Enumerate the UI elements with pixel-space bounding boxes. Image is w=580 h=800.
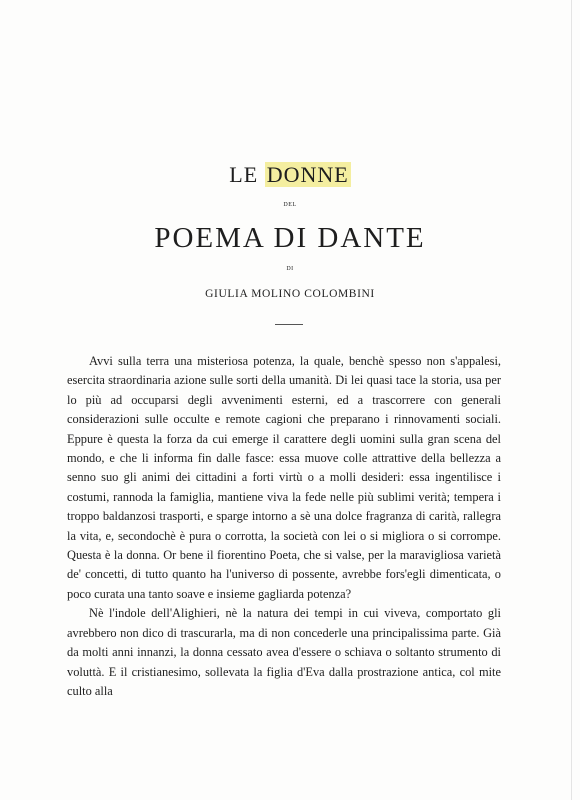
body-text: [67, 352, 501, 701]
author-name: GIULIA MOLINO COLOMBINI: [205, 288, 375, 300]
title-connector: DEL: [283, 202, 297, 208]
paragraph: Nè l'indole dell'Alighieri, nè la natura dei tempi in cui viveva, comportato gli avrebbero non dico di trascurarla, ma di non concederle una principalissima parte. Già da molti anni innanzi, la donna cessato avea d'essere o schiava o soltanto strumento di voluttà. E il cristianesimo, sollevata la figlia d'Eva dalla prostrazione antica, col mite culto alla: [67, 606, 501, 698]
paragraph: Avvi sulla terra una misteriosa potenza, la quale, benchè spesso non s'appalesi, esercita straordinaria azione sulle sorti della umanità. Di lei quasi tace la storia, usa per lo più ad occuparsi degli avvenimenti esterni, ed a trascorrere con generali considerazioni sulle occulte e remote cagioni che preparano i rinnovamenti sociali. Eppure è questa la forza da cui emerge il carattere degli uomini sulla gran scena del mondo, e che li informa fin dalle fasce: essa muove colle attrattive della bellezza a senno suo gli animi dei cittadini a forti virtù o a molli desideri: essa ingentilisce i costumi, rannoda la famiglia, mantiene viva la fede nelle più sublimi verità; tempera i troppo baldanzosi trasporti, e sparge intorno a sè una dolce fragranza di carità, rallegra la vita, e, secondochè è pura o corrotta, la società con lei o si migliora o si corrompe. Questa è la donna. Or bene il fiorentino Poeta, che si valse, per la maravigliosa varietà de' concetti, di tutto quanto ha l'universo di possente, avrebbe fors'egli dimenticata, o poco curata una tanto soave e insieme gagliarda potenza?: [67, 354, 501, 601]
page-edge: [571, 0, 572, 800]
section-divider: [275, 324, 303, 325]
byline-connector: DI: [286, 266, 294, 272]
title-line-1: [0, 162, 580, 188]
title-prefix: LE: [229, 162, 259, 187]
title-highlighted-word: DONNE: [266, 162, 349, 187]
page-title: POEMA DI DANTE: [154, 222, 426, 254]
